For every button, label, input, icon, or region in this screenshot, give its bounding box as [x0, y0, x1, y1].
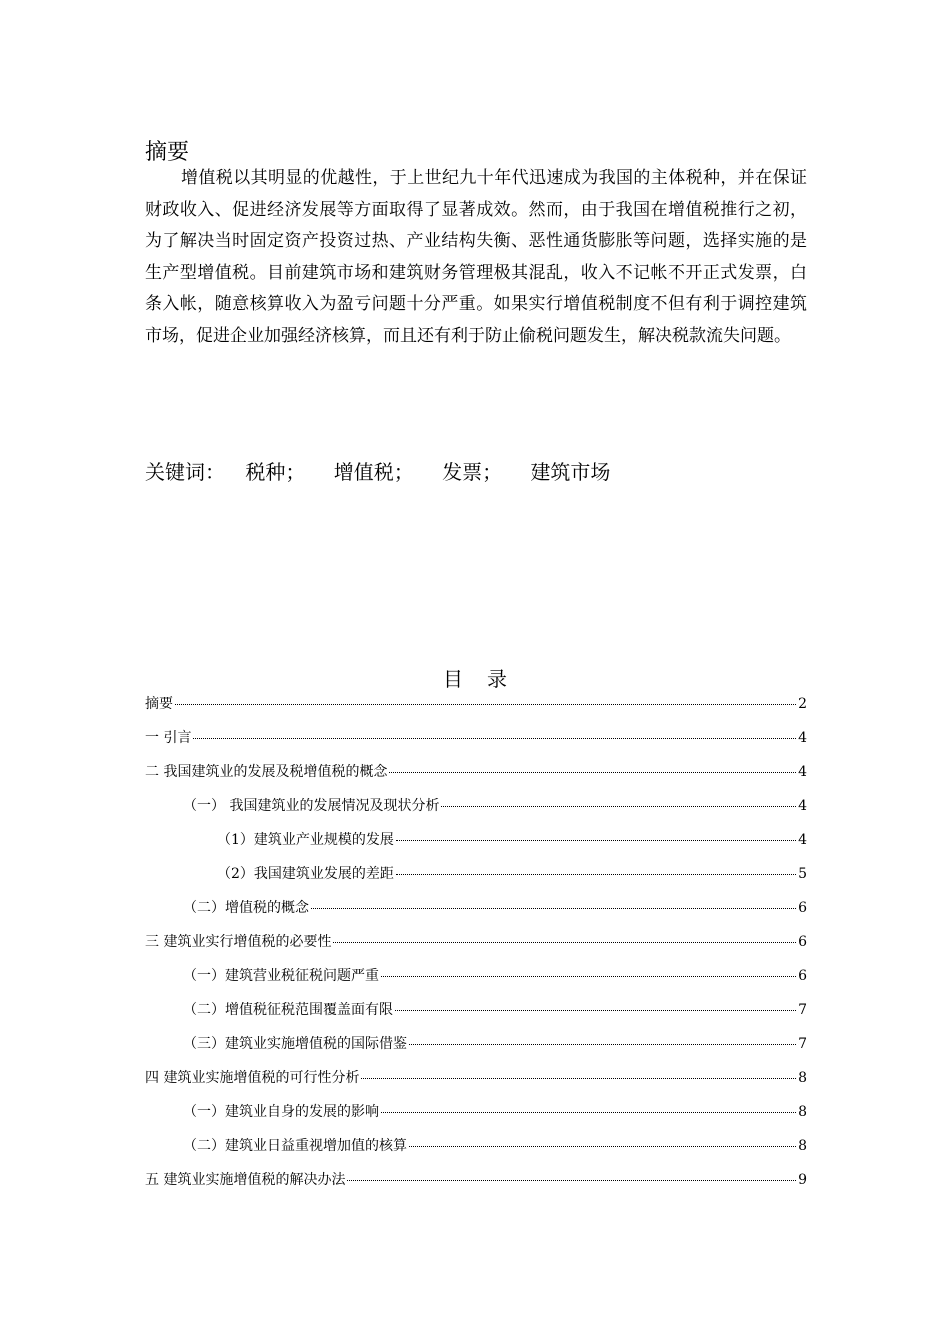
- toc-page-number: 4: [798, 730, 807, 746]
- toc-leader-dots: [361, 1078, 796, 1079]
- toc-entry[interactable]: [145, 762, 807, 796]
- toc-leader-dots: [396, 840, 796, 841]
- toc-entry-text: 五 建筑业实施增值税的解决办法: [145, 1172, 346, 1188]
- toc-entry-text: （二）建筑业日益重视增加值的核算: [183, 1138, 407, 1154]
- toc-entry[interactable]: [145, 1170, 807, 1204]
- toc-page-number: 8: [798, 1070, 807, 1086]
- toc-entry[interactable]: [145, 864, 807, 898]
- toc-entry-text: （2）我国建筑业发展的差距: [217, 866, 394, 882]
- toc-page-number: 4: [798, 764, 807, 780]
- toc-page-number: 4: [798, 832, 807, 848]
- toc-leader-dots: [441, 806, 796, 807]
- toc-entry-text: （1）建筑业产业规模的发展: [217, 832, 394, 848]
- toc-page-number: 7: [798, 1002, 807, 1018]
- toc-page-number: 6: [798, 900, 807, 916]
- toc-leader-dots: [333, 942, 796, 943]
- toc-leader-dots: [175, 704, 796, 705]
- toc-entry[interactable]: [145, 1000, 807, 1034]
- toc-page-number: 9: [798, 1172, 807, 1188]
- toc-entry-text: 三 建筑业实行增值税的必要性: [145, 934, 332, 950]
- toc-page-number: 4: [798, 798, 807, 814]
- toc-entry-text: 二 我国建筑业的发展及税增值税的概念: [145, 764, 388, 780]
- toc-entry[interactable]: [145, 1034, 807, 1068]
- toc-leader-dots: [311, 908, 796, 909]
- toc-entry[interactable]: [145, 1102, 807, 1136]
- toc-entry-text: 一 引言: [145, 730, 192, 746]
- toc-entry[interactable]: [145, 1136, 807, 1170]
- toc-page-number: 7: [798, 1036, 807, 1052]
- toc-entry[interactable]: [145, 966, 807, 1000]
- keyword-item: 发票；: [442, 460, 503, 484]
- toc-entry[interactable]: [145, 898, 807, 932]
- toc-entry-text: （一）建筑营业税征税问题严重: [183, 968, 379, 984]
- keyword-item: 增值税；: [333, 460, 414, 484]
- toc-entry[interactable]: [145, 1068, 807, 1102]
- keywords-line: [145, 455, 632, 489]
- toc-entry-text: 四 建筑业实施增值税的可行性分析: [145, 1070, 360, 1086]
- toc-page-number: 6: [798, 968, 807, 984]
- toc-leader-dots: [409, 1146, 796, 1147]
- toc-entry-text: （二）增值税征税范围覆盖面有限: [183, 1002, 393, 1018]
- toc-page-number: 8: [798, 1138, 807, 1154]
- keyword-item: 税种；: [245, 460, 306, 484]
- toc-entry[interactable]: [145, 694, 807, 728]
- toc-entry-text: （三）建筑业实施增值税的国际借鉴: [183, 1036, 407, 1052]
- toc-leader-dots: [347, 1180, 796, 1181]
- toc-entry[interactable]: [145, 728, 807, 762]
- toc-leader-dots: [389, 772, 796, 773]
- toc-entry-text: （一）建筑业自身的发展的影响: [183, 1104, 379, 1120]
- toc-entry[interactable]: [145, 830, 807, 864]
- toc-heading: 目录: [443, 667, 531, 691]
- toc-leader-dots: [395, 1010, 796, 1011]
- keywords-label: 关键词：: [145, 460, 225, 484]
- toc-entry[interactable]: [145, 932, 807, 966]
- toc-entry-text: （二）增值税的概念: [183, 900, 309, 916]
- toc-entry-text: 摘要: [145, 696, 173, 712]
- table-of-contents: [145, 694, 807, 1204]
- toc-page-number: 6: [798, 934, 807, 950]
- toc-page-number: 8: [798, 1104, 807, 1120]
- toc-entry-text: （一） 我国建筑业的发展情况及现状分析: [183, 798, 440, 814]
- toc-leader-dots: [409, 1044, 796, 1045]
- toc-leader-dots: [396, 874, 796, 875]
- toc-entry[interactable]: [145, 796, 807, 830]
- toc-leader-dots: [193, 738, 796, 739]
- toc-page-number: 5: [798, 866, 807, 882]
- toc-leader-dots: [381, 976, 796, 977]
- abstract-paragraph: 增值税以其明显的优越性，于上世纪九十年代迅速成为我国的主体税种，并在保证财政收入、促进经济发展等方面取得了显著成效。然而，由于我国在增值税推行之初，为了解决当时固定资产投资过热、产业结构失衡、恶性通货膨胀等问题，选择实施的是生产型增值税。目前建筑市场和建筑财务管理极其混乱，收入不记帐不开正式发票，白条入帐，随意核算收入为盈亏问题十分严重。如果实行增值税制度不但有利于调控建筑市场，促进企业加强经济核算，而且还有利于防止偷税问题发生，解决税款流失问题。: [145, 168, 807, 346]
- keyword-item: 建筑市场: [530, 460, 611, 484]
- abstract-heading: 摘要: [145, 140, 190, 165]
- toc-leader-dots: [381, 1112, 796, 1113]
- toc-page-number: 2: [798, 696, 807, 712]
